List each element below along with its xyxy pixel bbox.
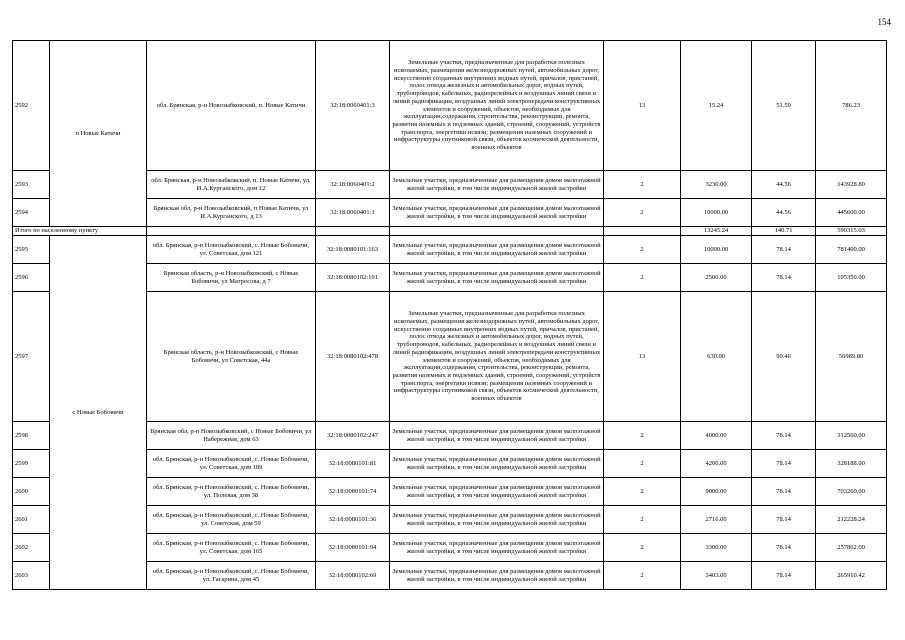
group-cell: 13 — [604, 41, 681, 171]
land-use-cell: Земельные участки, предназначенные для размещения домов малоэтажной жилой застройки, в том числе индивидуальной жилой застройки — [390, 562, 604, 590]
address-cell: обл. Брянская, р-н Новозыбковский, с. Новые Бобовичи, ул. Советская, дом 121 — [147, 236, 316, 264]
row-number: 2603 — [13, 562, 50, 590]
land-use-cell: Земельные участки, предназначенные для размещения домов малоэтажной жилой застройки, в том числе индивидуальной жилой застройки — [390, 534, 604, 562]
land-use-cell: Земельные участки, предназначенные для размещения домов малоэтажной жилой застройки, в том числе индивидуальной жилой застройки — [390, 506, 604, 534]
land-use-cell: Земельные участки, предназначенные для размещения домов малоэтажной жилой застройки, в том числе индивидуальной жилой застройки — [390, 450, 604, 478]
land-use-cell: Земельные участки, предназначенные для размещения домов малоэтажной жилой застройки, в том числе индивидуальной жилой застройки — [390, 264, 604, 292]
address-cell: Брянская область, р-н Новозыбковский, с Новые Бобовичи, ул Матросова, д 7 — [147, 264, 316, 292]
row-number: 2596 — [13, 264, 50, 292]
unit-value-cell: 90.46 — [752, 292, 816, 422]
unit-value-cell: 78.14 — [752, 236, 816, 264]
cadastral-value-cell: 781400.00 — [816, 236, 887, 264]
unit-value-cell: 78.14 — [752, 562, 816, 590]
cadastral-number: 32:18:0060401:3 — [316, 41, 390, 171]
land-use-cell: Земельные участки, предназначенные для размещения домов малоэтажной жилой застройки, в том числе индивидуальной жилой застройки — [390, 422, 604, 450]
subtotal-label: Итого по населенному пункту — [13, 227, 147, 236]
subtotal-value: 590315.03 — [816, 227, 887, 236]
cadastral-number: 32:18:0080101:36 — [316, 506, 390, 534]
group-cell: 2 — [604, 534, 681, 562]
group-cell: 2 — [604, 422, 681, 450]
area-cell: 4200.00 — [681, 450, 752, 478]
cadastral-number: 32:18:0060401:1 — [316, 199, 390, 227]
area-cell: 15.24 — [681, 41, 752, 171]
row-number: 2593 — [13, 171, 50, 199]
subtotal-row — [13, 227, 887, 236]
unit-value-cell: 44.56 — [752, 171, 816, 199]
cadastral-number: 32:18:0060401:2 — [316, 171, 390, 199]
group-cell: 2 — [604, 264, 681, 292]
group-cell: 2 — [604, 450, 681, 478]
land-use-cell: Земельные участки, предназначенные для размещения домов малоэтажной жилой застройки, в том числе индивидуальной жилой застройки — [390, 478, 604, 506]
cadastral-number: 32:18:0080101:163 — [316, 236, 390, 264]
address-cell: Брянская обл, р-н Новозыбковский, с Новые Бобовичи, ул Набережная, дом 63 — [147, 422, 316, 450]
land-use-cell: Земельные участки, предназначенные для размещения домов малоэтажной жилой застройки, в том числе индивидуальной жилой застройки — [390, 199, 604, 227]
land-use-cell: Земельные участки, предназначенные для размещения домов малоэтажной жилой застройки, в том числе индивидуальной жилой застройки — [390, 171, 604, 199]
unit-value-cell: 78.14 — [752, 450, 816, 478]
address-cell: Брянская обл, р-н Новозыбковский, п Новые Катичи, ул И.А.Курганского, д 13 — [147, 199, 316, 227]
page-number: 154 — [877, 17, 891, 27]
group-cell: 13 — [604, 292, 681, 422]
subtotal-area: 13245.24 — [681, 227, 752, 236]
row-number: 2597 — [13, 292, 50, 422]
area-cell: 10000.00 — [681, 236, 752, 264]
cadastral-value-cell: 195350.00 — [816, 264, 887, 292]
row-number: 2600 — [13, 478, 50, 506]
cadastral-value-cell: 703260.00 — [816, 478, 887, 506]
cadastral-value-cell: 265910.42 — [816, 562, 887, 590]
cadastral-value-cell: 257862.00 — [816, 534, 887, 562]
area-cell: 4000.00 — [681, 422, 752, 450]
address-cell: обл. Брянская, р-н Новозыбковский, с. Новые Бобовичи, ул. Гагарина, дом 45 — [147, 562, 316, 590]
cadastral-number: 32:18:0080102:191 — [316, 264, 390, 292]
cadastral-value-cell: 445600.00 — [816, 199, 887, 227]
row-number: 2598 — [13, 422, 50, 450]
row-number: 2602 — [13, 534, 50, 562]
cadastral-number: 32:18:0080101:81 — [316, 450, 390, 478]
subtotal-unit-value: 140.71 — [752, 227, 816, 236]
group-cell: 2 — [604, 199, 681, 227]
cadastral-number: 32:18:0080102:69 — [316, 562, 390, 590]
address-cell: обл. Брянская, р-н Новозыбковский, с. Новые Бобовичи, ул. Советская, дом 59 — [147, 506, 316, 534]
unit-value-cell: 51.59 — [752, 41, 816, 171]
area-cell: 10000.00 — [681, 199, 752, 227]
cadastral-value-table — [12, 40, 887, 590]
cadastral-number: 32:18:0080101:94 — [316, 534, 390, 562]
address-cell: обл. Брянская, р-н Новозыбковский, с. Новые Бобовичи, ул. Советская, дом 165 — [147, 534, 316, 562]
row-number: 2599 — [13, 450, 50, 478]
unit-value-cell: 78.14 — [752, 534, 816, 562]
cadastral-value-cell: 56989.80 — [816, 292, 887, 422]
group-cell: 2 — [604, 478, 681, 506]
cadastral-number: 32:18:0080101:74 — [316, 478, 390, 506]
area-cell: 3300.00 — [681, 534, 752, 562]
address-cell: обл. Брянская, р-н Новозыбковский, п. Новые Катичи — [147, 41, 316, 171]
cadastral-number: 32:18:0080102:478 — [316, 292, 390, 422]
table-row — [13, 41, 887, 171]
address-cell: обл. Брянская, р-н Новозыбковский, с. Новые Бобовичи, ул. Советская, дом 189 — [147, 450, 316, 478]
row-number: 2595 — [13, 236, 50, 264]
cadastral-value-cell: 212228.24 — [816, 506, 887, 534]
settlement-name: с Новые Бобовичи — [50, 236, 147, 590]
area-cell: 630.00 — [681, 292, 752, 422]
row-number: 2594 — [13, 199, 50, 227]
cadastral-value-cell: 312560.00 — [816, 422, 887, 450]
land-use-cell: Земельные участки, предназначенные для размещения домов малоэтажной жилой застройки, в том числе индивидуальной жилой застройки — [390, 236, 604, 264]
group-cell: 2 — [604, 171, 681, 199]
area-cell: 2500.00 — [681, 264, 752, 292]
cadastral-value-cell: 786.23 — [816, 41, 887, 171]
cadastral-value-cell: 143928.80 — [816, 171, 887, 199]
cadastral-number: 32:18:0080102:247 — [316, 422, 390, 450]
area-cell: 2716.00 — [681, 506, 752, 534]
area-cell: 9000.00 — [681, 478, 752, 506]
land-use-cell: Земельные участки, предназначенные для разработки полезных ископаемых, размещения железнодорожных путей, автомобильных дорог, искусственно созданных внутренних водных путей, причалов, пристаней, полос отвода железных и автомобильных дорог, водных путей, трубопроводов, кабельных, радиорелейных и воздушных линий связи и линий радиофикации, воздушных линий электропередачи конструктивных элементов и сооружений, объектов, необходимых для эксплуатации,содержания, строительства, реконструкции, ремонта, развития наземных и подземных зданий, строений, сооружений, устройств транспорта, энергетики исвязи; размещения наземных сооружений и инфраструктуры спутниковой связи, объектов космической деятельности, военных объектов — [390, 292, 604, 422]
unit-value-cell: 78.14 — [752, 422, 816, 450]
address-cell: Брянская область, р-н Новозыбковский, с Новые Бобовичи, ул Советская, 44а — [147, 292, 316, 422]
address-cell: обл. Брянская, р-н Новозыбковский, п. Новые Катичи, ул. И.А.Курганского, дом 12 — [147, 171, 316, 199]
land-use-cell: Земельные участки, предназначенные для разработки полезных ископаемых, размещения железнодорожных путей, автомобильных дорог, искусственно созданных внутренних водных путей, причалов, пристаней, полос отвода железных и автомобильных дорог, водных путей, трубопроводов, кабельных, радиорелейных и воздушных линий связи и линий радиофикации, воздушных линий электропередачи конструктивных элементов и сооружений, объектов, необходимых для эксплуатации,содержания, строительства, реконструкции, ремонта, развития наземных и подземных зданий, строений, сооружений, устройств транспорта, энергетики исвязи; размещения наземных сооружений и инфраструктуры спутниковой связи, объектов космической деятельности, военных объектов — [390, 41, 604, 171]
group-cell: 2 — [604, 562, 681, 590]
area-cell: 3230.00 — [681, 171, 752, 199]
unit-value-cell: 78.14 — [752, 264, 816, 292]
unit-value-cell: 78.14 — [752, 506, 816, 534]
row-number: 2592 — [13, 41, 50, 171]
address-cell: обл. Брянская, р-н Новозыбковский, с. Новые Бобовичи, ул. Полевая, дом 38 — [147, 478, 316, 506]
table-row — [13, 236, 887, 264]
area-cell: 3403.00 — [681, 562, 752, 590]
cadastral-value-cell: 328188.00 — [816, 450, 887, 478]
unit-value-cell: 78.14 — [752, 478, 816, 506]
row-number: 2601 — [13, 506, 50, 534]
settlement-name: п Новые Катичи — [50, 41, 147, 227]
group-cell: 2 — [604, 236, 681, 264]
group-cell: 2 — [604, 506, 681, 534]
unit-value-cell: 44.56 — [752, 199, 816, 227]
